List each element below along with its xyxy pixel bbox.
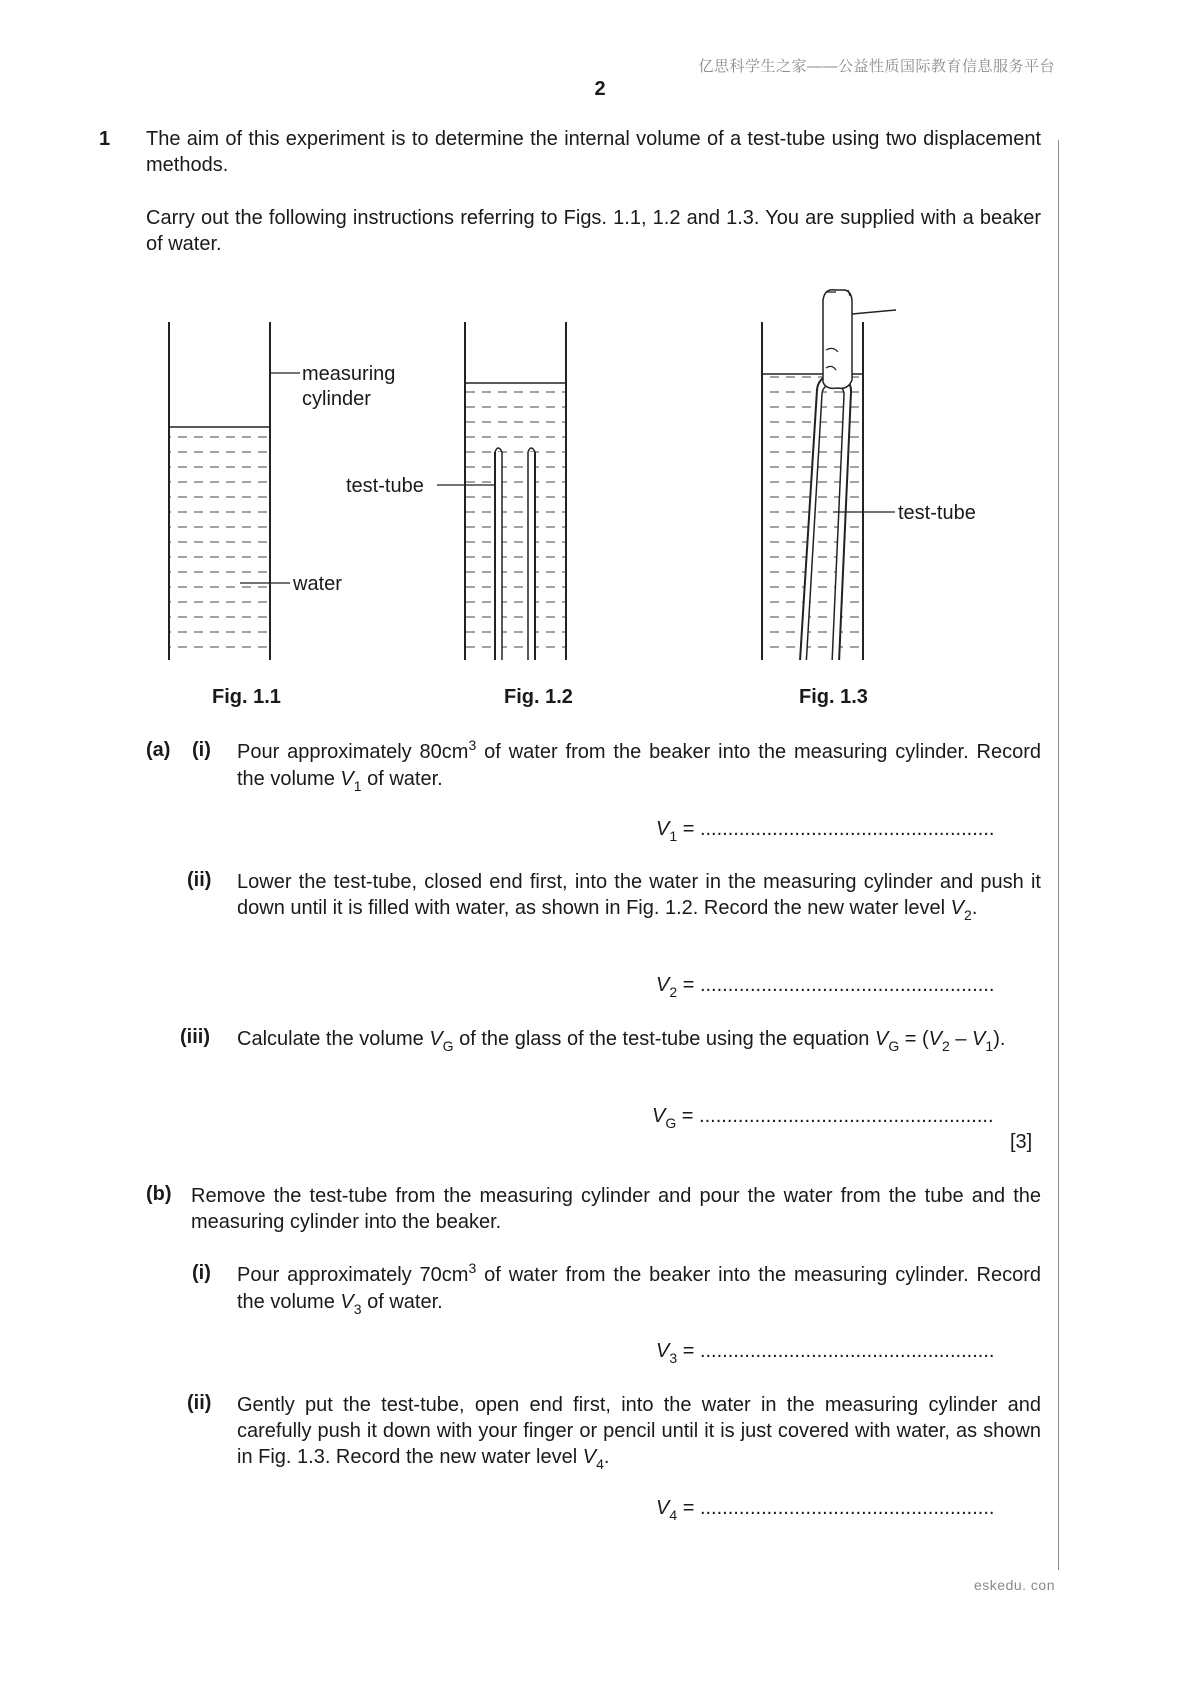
label-test-tube-fig3: test-tube [898, 502, 976, 524]
part-b-i-text: Pour approximately $70cm^3$ of water from the beaker into the measuring cylinder. Record the volume $V_3$ of water. [237, 1260, 1041, 1317]
footer-site: eskedu. con [974, 1577, 1055, 1593]
question-number: 1 [99, 128, 111, 150]
v1-answer-line[interactable]: $V_1$ = ..................................................... [656, 818, 995, 844]
v4-answer-line[interactable]: $V_4$ = ..................................................... [656, 1497, 995, 1523]
label-water: water [293, 573, 342, 595]
part-a-marks: [3] [1010, 1131, 1033, 1153]
part-a-ii-text: Lower the test-tube, closed end first, into the water in the measuring cylinder and push it down until it is filled with water, as shown in Fig. 1.2. Record the new water level $V_2$. [237, 871, 1041, 923]
question-intro: The aim of this experiment is to determine the internal volume of a test-tube using two displacement methods. [146, 128, 1041, 176]
part-b-i-label: (i) [192, 1262, 211, 1284]
label-test-tube-fig2: test-tube [346, 475, 424, 497]
fig-1-3-caption: Fig. 1.3 [799, 686, 868, 708]
v2-answer-line[interactable]: $V_2$ = ..................................................... [656, 974, 995, 1000]
vg-answer-line[interactable]: $V_G$ = ..................................................... [652, 1105, 994, 1131]
label-measuring: measuring [302, 363, 396, 385]
part-a-i-label: (i) [192, 739, 211, 761]
apparatus-figures [0, 280, 1060, 660]
watermark-header: 亿思科学生之家——公益性质国际教育信息服务平台 [698, 58, 1055, 75]
part-b-ii-label: (ii) [187, 1392, 212, 1414]
page-number: 2 [594, 78, 606, 100]
part-a-label: (a) [146, 739, 171, 761]
part-a-i-text: Pour approximately $80cm^3$ of water from the beaker into the measuring cylinder. Record the volume $V_1$ of water. [237, 737, 1041, 794]
fig-1-1-caption: Fig. 1.1 [212, 686, 281, 708]
question-instructions: Carry out the following instructions referring to Figs. 1.1, 1.2 and 1.3. You are supplied with a beaker of water. [146, 207, 1041, 255]
fig-1-2-caption: Fig. 1.2 [504, 686, 573, 708]
part-b-intro: Remove the test-tube from the measuring cylinder and pour the water from the tube and the measuring cylinder into the beaker. [191, 1185, 1041, 1233]
fig-1-2-test-tube [495, 448, 535, 660]
fig-1-1-cylinder [157, 322, 286, 660]
part-a-iii-label: (iii) [180, 1026, 210, 1048]
part-a-ii-label: (ii) [187, 869, 212, 891]
v3-answer-line[interactable]: $V_3$ = ..................................................... [656, 1340, 995, 1366]
part-b-ii-text: Gently put the test-tube, open end first, into the water in the measuring cylinder and carefully push it down with your finger or pencil until it is just covered with water, as shown in Fig. 1.3. Record the new water level $V_4$. [237, 1394, 1041, 1472]
part-a-iii-text: Calculate the volume $V_G$ of the glass of the test-tube using the equation $V_G = (V_2 - V_1)$. [237, 1028, 1006, 1054]
label-cylinder: cylinder [302, 388, 371, 410]
part-b-label: (b) [146, 1183, 172, 1205]
